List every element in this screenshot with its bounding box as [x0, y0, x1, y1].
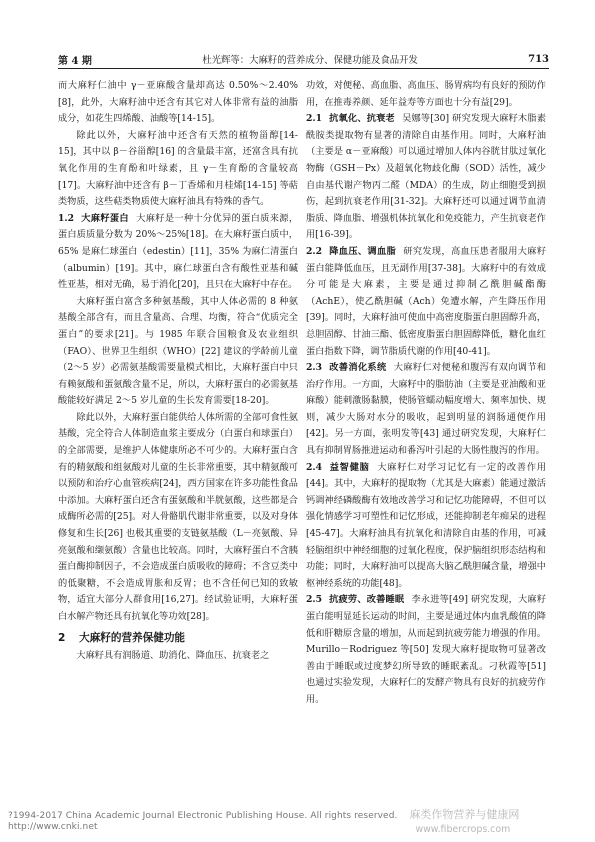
running-title: 杜光辉等：大麻籽的营养成分、保健功能及食品开发 — [202, 55, 418, 66]
section-2-5 — [306, 592, 546, 708]
paragraph: 大麻籽是一种十分优异的蛋白质来源，蛋白质质量分数为 20%～25%[18]。在大麻籽蛋白质中，65% 是麻仁球蛋白（edestin）[11]，35% 为麻仁清蛋白（albumin）[19]。其中，麻仁球蛋白含有酸性亚基和碱性亚基，相对无确，易于消化[20]，且只在大麻籽中存在。 — [58, 212, 299, 291]
issue-number: 第 4 期 — [58, 55, 92, 67]
paragraph: 研究发现，高血压患者服用大麻籽蛋白能降低血压，且无副作用[37-38]。大麻籽中的有效成分可能是大麻素，主要是通过抑制乙酰胆碱酯酶（AchE），使乙酰胆碱（Ach）免遭水解，产生降压作用[39]。同时，大麻籽油可使血中高密度脂蛋白胆固醇升高，总胆固醇、甘油三酯、低密度脂蛋白胆固醇降低，糖化血红蛋白指数下降，调节脂质代谢的作用[40-41]。 — [306, 245, 547, 357]
running-header — [58, 50, 549, 69]
watermark-url: www.fibercrops.com — [415, 824, 511, 835]
section-heading: 降血压、调血脂 — [329, 245, 397, 257]
section-heading: 大麻籽的营养保健功能 — [79, 631, 186, 644]
site-link[interactable]: http://www.cnki.net — [8, 822, 98, 832]
section-number: 1.2 — [58, 212, 74, 224]
right-column — [306, 78, 546, 709]
paragraph: 大麻籽仁对便秘和腹泻有双向调节和治疗作用。一方面，大麻籽中的脂肪油（主要是亚油酸和亚麻酸）能刺激肠黏膜，使肠管蠕动幅度增大、频率加快、规则，减少大肠对水分的吸收，起到明显的润肠通便作用[42]。另一方面，张明发等[43] 通过研究发现，大麻籽仁具有抑制胃肠推进运动和番泻叶引起的大肠性腹泻的作用。 — [306, 362, 547, 457]
watermark — [409, 806, 585, 835]
copyright-text: ?1994-2017 China Academic Journal Electronic Publishing House. All rights reserved. — [8, 811, 398, 821]
paragraph: 大麻籽仁对学习记忆有一定的改善作用[44]。其中，大麻籽的提取物（尤其是大麻素）能通过激活钙调神经磷酸酶有效地改善学习和记忆功能障碍，不但可以强化情感学习可塑性和记忆形成，还能抑制老年痴呆的进程[45-47]。大麻籽油具有抗氧化和清除自由基的作用，可减轻脑组织中神经细胞的过氧化程度，保护脑组织形态结构和功能；同时，大麻籽油可以提高大脑乙酰胆碱含量，增强中枢神经系统的功能[48]。 — [306, 461, 547, 589]
section-heading: 改善消化系统 — [329, 362, 387, 374]
section-number: 2 — [58, 631, 66, 644]
paragraph: 功效，对便秘、高血脂、高血压、肠胃病均有良好的预防作用，在推毒养颜、延年益寿等方面也十分有益[29]。 — [306, 80, 546, 108]
page-number: 713 — [528, 53, 549, 65]
paragraph: 大麻籽具有润肠道、助消化、降血压、抗衰老之 — [76, 650, 270, 662]
section-number: 2.2 — [306, 245, 322, 257]
section-heading: 大麻籽蛋白 — [81, 212, 129, 224]
section-1-2 — [58, 211, 298, 294]
page-footer — [8, 806, 585, 835]
section-heading: 抗疲劳、改善睡眠 — [329, 594, 405, 606]
section-2-3 — [306, 360, 546, 460]
section-number: 2.5 — [306, 594, 322, 606]
paragraph: 除此以外，大麻籽蛋白能供给人体所需的全部可食性氨基酸，完全符合人体制造血浆主要成分（白蛋白和球蛋白）的全部需要，是维护人体健康所必不可少的。大麻籽蛋白含有的精氨酸和组氨酸对儿童的生长非常重要，其中精氨酸可以预防和治疗心血管疾病[24]，西方国家在许多功能性食品中添加。大麻籽蛋白还含有蛋氨酸和半胱氨酸，这些都是合成酶所必需的[25]。对人骨骼肌代谢非常重要，以及对身体修复和生长[26] 也极其重要的支链氨基酸（L－亮氨酸、异亮氨酸和缬氨酸）含量也比较高。同时，大麻籽蛋白不含胰蛋白酶抑制因子，不会造成蛋白质吸收的障碍；不含豆类中的低聚糖，不会造成胃胀和反胃；也不含任何已知的致敏物，适宜大部分人群食用[16,27]。经试验证明，大麻籽蛋白水解产物还具有抗氧化等功效[28]。 — [58, 411, 298, 622]
section-number: 2.1 — [306, 113, 322, 125]
left-column — [58, 78, 298, 665]
copyright-line — [8, 810, 409, 832]
paragraph: 除此以外，大麻籽油中还含有天然的植物甾醇[14-15]，其中以 β－谷甾醇[16] 的含量最丰富，还富含具有抗氧化作用的生育酚和叶绿素，且 γ－生育酚的含量较高[17]。大麻籽油中还含有 β－丁香烯和月桂烯[14-15] 等萜类物质，这些萜类物质使大麻籽油具有特殊的香气。 — [58, 129, 298, 208]
section-number: 2.4 — [306, 461, 322, 473]
paragraph: 而大麻籽仁油中 γ－亚麻酸含量却高达 0.50%～2.40%[8]，此外，大麻籽油中还含有其它对人体非常有益的油脂成分，如花生四烯酸、油酸等[14-15]。 — [58, 80, 298, 125]
section-2-heading — [58, 630, 298, 647]
section-heading: 抗氧化、抗衰老 — [329, 113, 395, 125]
watermark-text: 麻类作物营养与健康网 — [409, 808, 520, 821]
paragraph: 李永进等[49] 研究发现，大麻籽蛋白能明显延长运动的时间，主要是通过体内血乳酸值的降低和肝糖原含量的增加，从而起到抗疲劳能力增强的作用。Murillo－Rodriguez 等[50] 发现大麻籽提取物可显著改善由于睡眠或过度梦幻所导致的睡眠紊乱。刁秋霞等[51] 也通过实验发现，大麻籽仁的发酵产物具有良好的抗疲劳作用。 — [306, 594, 547, 705]
section-2-2 — [306, 244, 546, 360]
section-2-1 — [306, 111, 546, 244]
paragraph: 吴娜等[30] 研究发现大麻籽木脂素酰胺类提取物有显著的清除自由基作用。同时，大麻籽油（主要是 α－亚麻酸）可以通过增加人体内谷胱甘肽过氧化物酶（GSH－Px）及超氧化物歧化酶（SOD）活性，减少自由基代谢产物丙二醛（MDA）的生成，防止细胞受到损伤，起到抗衰老作用[31-32]。大麻籽还可以通过调节血清脂质、降血脂、增强机体抗氧化和免疫能力，产生抗衰老作用[16-39]。 — [306, 113, 547, 241]
section-2-4 — [306, 460, 546, 593]
section-heading: 益智健脑 — [329, 461, 370, 473]
section-number: 2.3 — [306, 362, 322, 374]
paragraph: 大麻籽蛋白富含多种氨基酸，其中人体必需的 8 种氨基酸全部含有，而且含量高、合理、均衡，符合“优质完全蛋白”的要求[21]。与 1985 年联合国粮食及农业组织（FAO）、世界卫生组织（WHO）[22] 建议的学龄前儿童（2～5 岁）必需氨基酸需要量模式相比，大麻籽蛋白中只有赖氨酸和蛋氨酸含量不足，所以，大麻籽蛋白的必需氨基酸能较好满足 2～5 岁儿童的生长发育需要[18-20]。 — [58, 295, 298, 407]
